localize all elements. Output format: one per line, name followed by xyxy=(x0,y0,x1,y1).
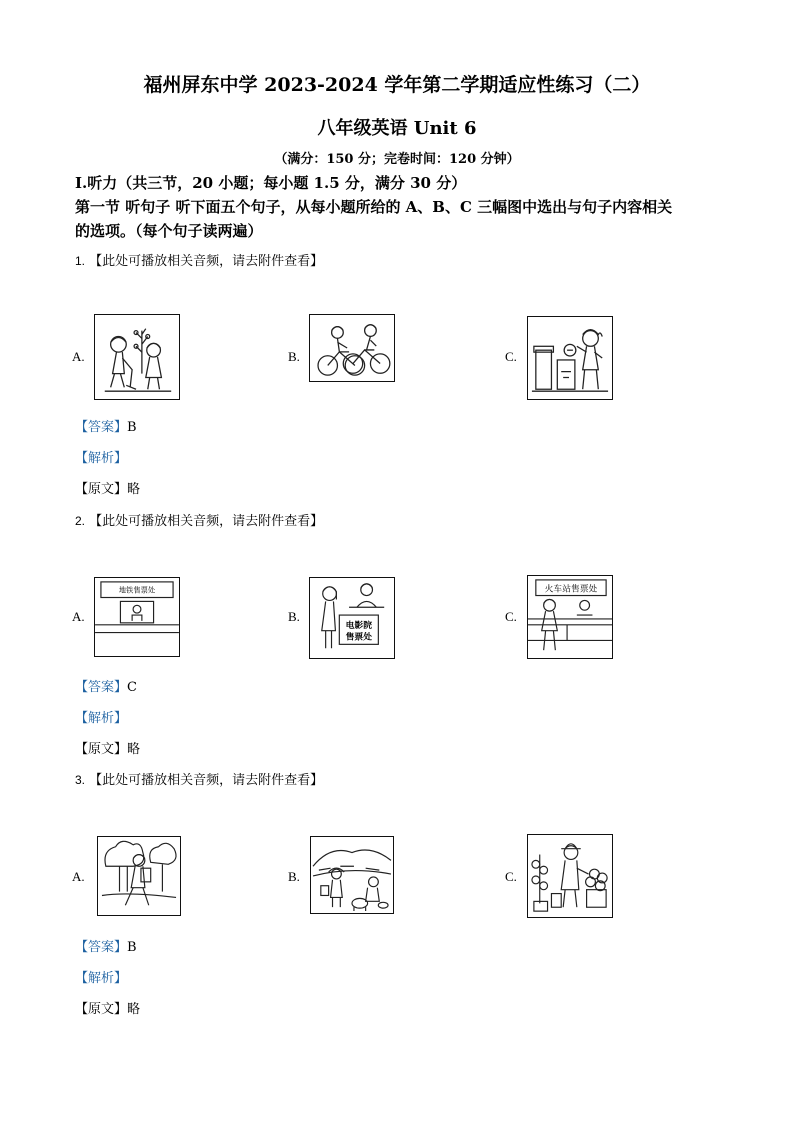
analysis-line xyxy=(75,707,127,726)
answer-line xyxy=(75,936,137,955)
analysis-tag: 【解析】 xyxy=(75,971,128,986)
analysis-line xyxy=(75,447,127,466)
original-line xyxy=(75,738,140,757)
option-a-label: A. xyxy=(72,349,85,364)
answer-value: B xyxy=(127,940,137,955)
audio-prompt: 【此处可播放相关音频，请去附件查看】 xyxy=(89,514,324,529)
audio-prompt: 【此处可播放相关音频，请去附件查看】 xyxy=(89,773,324,788)
option-a-label: A. xyxy=(72,869,85,884)
option-b-label: B. xyxy=(288,349,300,364)
picture-train-station-ticket-office xyxy=(527,575,613,659)
option-c-label: C. xyxy=(505,869,517,884)
picture-gardening xyxy=(527,834,613,918)
question-3-prompt[interactable] xyxy=(75,769,323,788)
analysis-line xyxy=(75,967,127,986)
original-tag: 【原文】 xyxy=(75,482,128,497)
question-1-prompt[interactable] xyxy=(75,250,323,269)
original-tag: 【原文】 xyxy=(75,742,128,757)
original-line xyxy=(75,478,140,497)
question-number: 2. xyxy=(75,514,86,528)
option-c-label: C. xyxy=(505,609,517,624)
answer-value: C xyxy=(127,680,137,695)
question-number: 3. xyxy=(75,773,86,787)
answer-value: B xyxy=(127,420,137,435)
analysis-tag: 【解析】 xyxy=(75,451,128,466)
page-title: 福州屏东中学 2023-2024 学年第二学期适应性练习（二） xyxy=(143,74,651,96)
answer-line xyxy=(75,676,137,695)
picture-subway-ticket-office xyxy=(94,577,180,657)
section-heading: Ⅰ.听力（共三节，20 小题；每小题 1.5 分，满分 30 分） xyxy=(75,174,467,192)
option-b-label: B. xyxy=(288,609,300,624)
sign-train-station: 火车站售票处 xyxy=(544,584,598,595)
score-info: （满分：150 分；完卷时间：120 分钟） xyxy=(274,152,520,167)
page-subtitle: 八年级英语 Unit 6 xyxy=(317,118,477,139)
question-number: 1. xyxy=(75,254,86,268)
question-2-prompt[interactable] xyxy=(75,510,323,529)
original-line xyxy=(75,998,140,1017)
picture-cinema-ticket-office xyxy=(309,577,395,659)
answer-line xyxy=(75,416,137,435)
option-c-label: C. xyxy=(505,349,517,364)
picture-recycling xyxy=(527,316,613,400)
answer-tag: 【答案】 xyxy=(75,940,128,955)
picture-riding-bikes xyxy=(309,314,395,382)
original-value: 略 xyxy=(127,742,141,757)
original-tag: 【原文】 xyxy=(75,1002,128,1017)
original-value: 略 xyxy=(127,1002,141,1017)
answer-tag: 【答案】 xyxy=(75,420,128,435)
sign-cinema-1: 电影院 xyxy=(345,620,372,631)
part1-instructions-line1: 第一节 听句子 听下面五个句子，从每小题所给的 A、B、C 三幅图中选出与句子内容相关 xyxy=(75,198,673,216)
picture-planting-trees xyxy=(94,314,180,400)
sign-cinema-2: 售票处 xyxy=(345,632,372,643)
answer-tag: 【答案】 xyxy=(75,680,128,695)
option-a-label: A. xyxy=(72,609,85,624)
audio-prompt: 【此处可播放相关音频，请去附件查看】 xyxy=(89,254,324,269)
picture-hiking xyxy=(97,836,181,916)
sign-subway: 地铁售票处 xyxy=(118,585,156,595)
option-b-label: B. xyxy=(288,869,300,884)
picture-farm xyxy=(310,836,394,914)
original-value: 略 xyxy=(127,482,141,497)
part1-instructions-line2: 的选项。（每个句子读两遍） xyxy=(75,222,263,240)
analysis-tag: 【解析】 xyxy=(75,711,128,726)
